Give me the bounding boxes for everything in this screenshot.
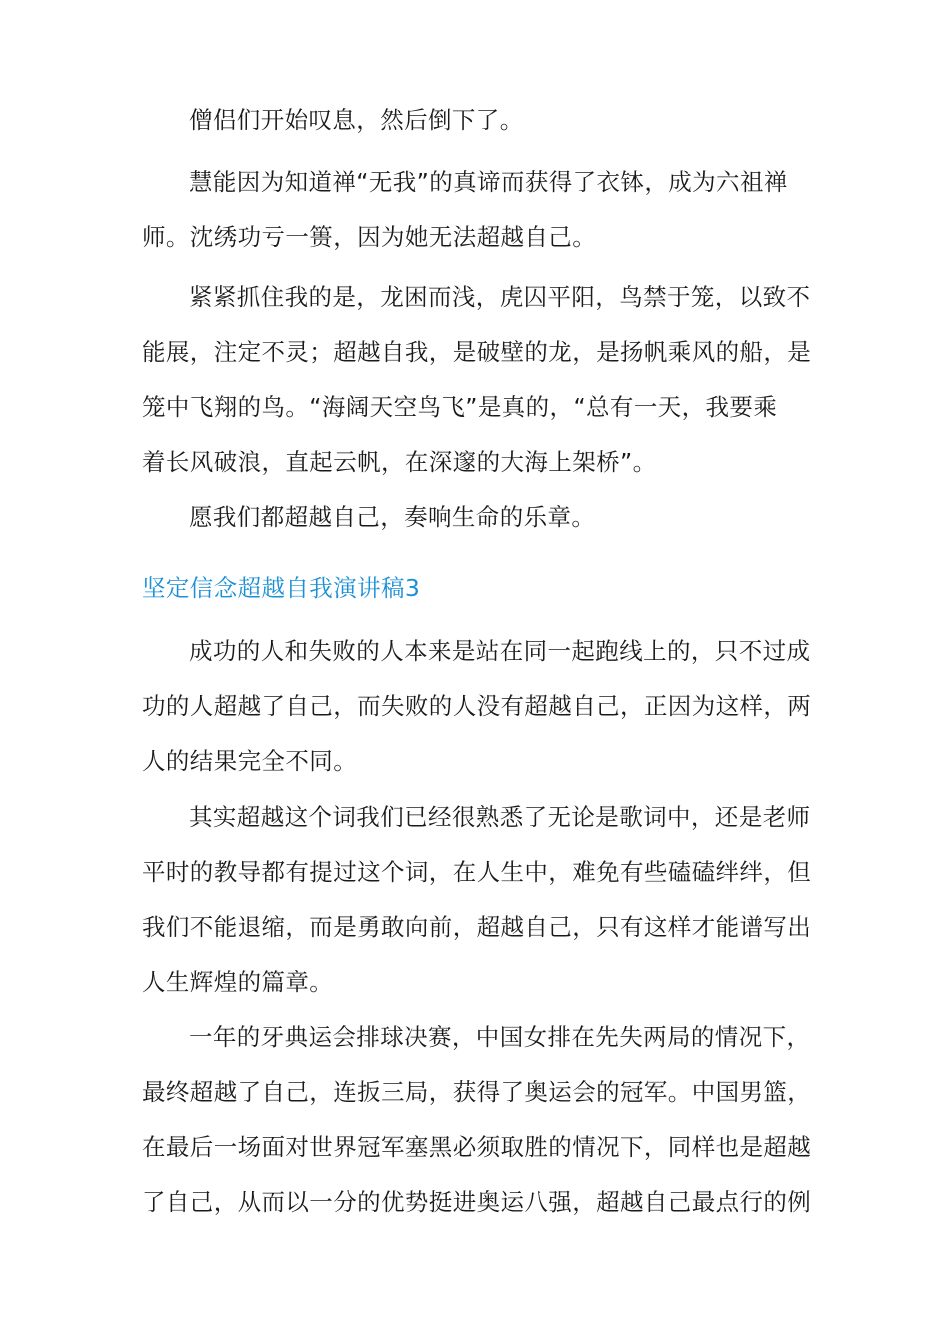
- paragraph-line: 最终超越了自己，连扳三局，获得了奥运会的冠军。中国男篮，: [142, 1078, 812, 1106]
- paragraph-huineng: [142, 155, 812, 265]
- paragraph-line: 着长风破浪，直起云帆，在深邃的大海上架桥”。: [142, 448, 657, 476]
- section-heading: 坚定信念超越自我演讲稿3: [142, 574, 421, 602]
- paragraph-line: 其实超越这个词我们已经很熟悉了无论是歌词中，还是老师: [189, 803, 811, 831]
- paragraph-line: 紧紧抓住我的是，龙困而浅，虎囚平阳，鸟禁于笼，以致不: [189, 283, 811, 311]
- paragraph-line: 愿我们都超越自己，奏响生命的乐章。: [189, 503, 596, 531]
- paragraph-line: 成功的人和失败的人本来是站在同一起跑线上的，只不过成: [189, 637, 811, 665]
- paragraph-surpass-word: [142, 790, 812, 1010]
- paragraph-line: 能展，注定不灵；超越自我，是破壁的龙，是扬帆乘风的船，是: [142, 338, 812, 366]
- paragraph-wish: [142, 490, 812, 545]
- paragraph-line: 人的结果完全不同。: [142, 747, 358, 775]
- paragraph-line: 人生辉煌的篇章。: [142, 968, 334, 996]
- paragraph-line: 笼中飞翔的鸟。“海阔天空鸟飞”是真的，“总有一天，我要乘: [142, 393, 778, 421]
- paragraph-line: 一年的牙典运会排球决赛，中国女排在先失两局的情况下，: [189, 1023, 811, 1051]
- paragraph-line: 僧侣们开始叹息，然后倒下了。: [189, 106, 524, 134]
- paragraph-dragon-tiger: [142, 270, 812, 490]
- paragraph-line: 了自己，从而以一分的优势挺进奥运八强，超越自己最点行的例: [142, 1188, 812, 1216]
- paragraph-monks-sigh: [142, 93, 812, 148]
- paragraph-line: 功的人超越了自己，而失败的人没有超越自己，正因为这样，两: [142, 692, 812, 720]
- paragraph-line: 平时的教导都有提过这个词，在人生中，难免有些磕磕绊绊，但: [142, 858, 812, 886]
- paragraph-line: 我们不能退缩，而是勇敢向前，超越自己，只有这样才能谱写出: [142, 913, 812, 941]
- paragraph-line: 师。沈绣功亏一篑，因为她无法超越自己。: [142, 223, 597, 251]
- paragraph-line: 慧能因为知道禅“无我”的真谛而获得了衣钵，成为六祖禅: [189, 168, 788, 196]
- paragraph-olympics: [142, 1010, 812, 1230]
- paragraph-success-failure: [142, 624, 812, 789]
- paragraph-line: 在最后一场面对世界冠军塞黑必须取胜的情况下，同样也是超越: [142, 1133, 812, 1161]
